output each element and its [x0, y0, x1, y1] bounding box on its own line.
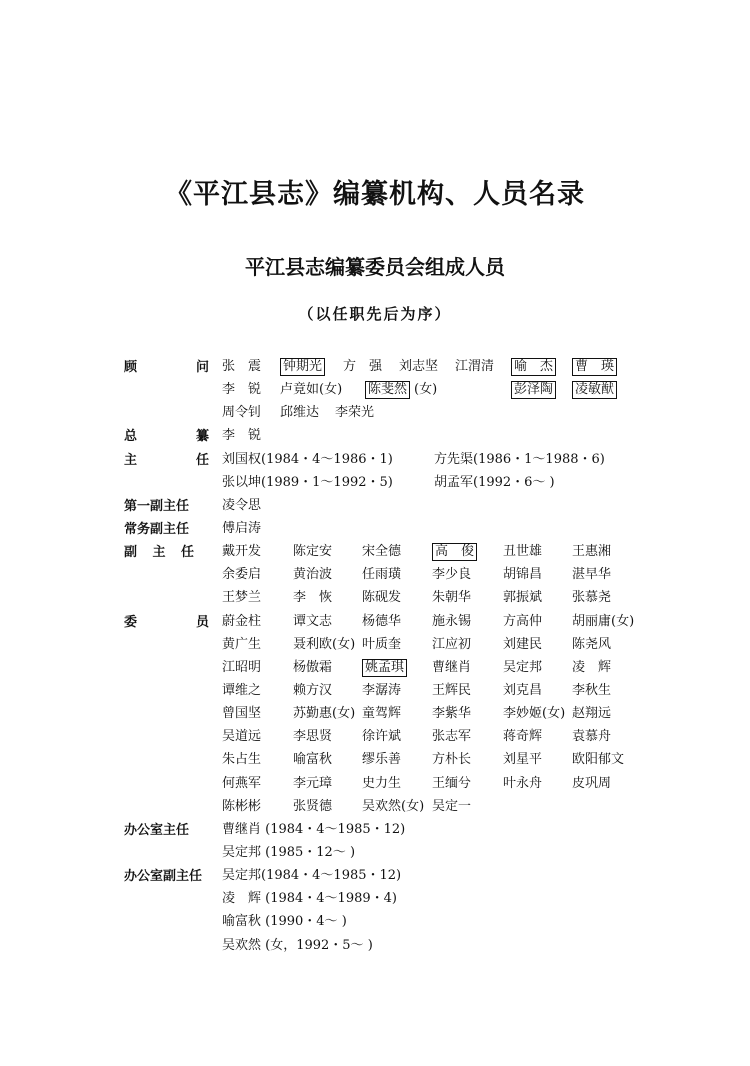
- role-label-part: 办公室副主任: [124, 869, 203, 885]
- roster-row: [0, 726, 750, 749]
- role-label-part: 纂: [195, 429, 209, 445]
- roster-row: [0, 819, 750, 842]
- roster-row: [0, 634, 750, 657]
- roster-row: [0, 472, 750, 495]
- roster-row: [0, 657, 750, 680]
- member-name: 曾国坚: [222, 706, 262, 722]
- role-label-part: 任: [195, 452, 209, 468]
- roster-row: [0, 356, 750, 379]
- member-name: 施永锡: [432, 613, 472, 629]
- member-name: 陈彬彬: [222, 798, 262, 814]
- member-name: 史力生: [362, 775, 402, 791]
- member-name: 王缅兮: [432, 775, 472, 791]
- member-name: 黄广生: [222, 636, 262, 652]
- member-name: 胡锦昌: [503, 567, 543, 583]
- page-title: 《平江县志》编纂机构、人员名录: [165, 179, 585, 210]
- member-name: 叶质奎: [362, 636, 402, 652]
- member-name: 胡丽庸(女): [572, 613, 635, 629]
- roster-row: [0, 518, 750, 541]
- role-label-part: 主: [152, 545, 166, 561]
- member-name: 湛早华: [572, 567, 612, 583]
- roster-row: [0, 703, 750, 726]
- member-name: 江昭明: [222, 659, 262, 675]
- role-label: [124, 495, 209, 518]
- role-label: [124, 356, 209, 379]
- member-name: 苏勤惠(女): [293, 706, 356, 722]
- member-name: 李荣光: [335, 405, 375, 421]
- member-name: 张慕尧: [572, 590, 612, 606]
- member-name: 曹继肖 (1984・4～1985・12): [222, 821, 406, 837]
- member-name-boxed: 曹 瑛: [572, 358, 617, 376]
- member-name: 李少良: [432, 567, 472, 583]
- member-name: 谭维之: [222, 682, 262, 698]
- member-name: 曹继肖: [432, 659, 472, 675]
- role-label-part: 任: [180, 545, 194, 561]
- member-name: 徐许斌: [362, 729, 402, 745]
- roster-row: [0, 865, 750, 888]
- role-label-part: 顾: [124, 360, 138, 375]
- role-label-part: 第一副主任: [124, 498, 190, 514]
- member-name: 皮巩周: [572, 775, 612, 791]
- member-name: 张贤德: [293, 798, 333, 814]
- role-label-part: 委: [124, 614, 138, 630]
- member-name: 朱朝华: [432, 590, 472, 606]
- member-name: 王惠湘: [572, 544, 612, 560]
- member-name-boxed: 凌敏猷: [572, 381, 617, 399]
- member-name: 傅启涛: [222, 520, 262, 536]
- role-label-part: 问: [195, 360, 209, 375]
- member-name: 叶永舟: [503, 775, 543, 791]
- member-name: 蔚金柱: [222, 613, 262, 629]
- member-name: 周令钊: [222, 405, 262, 421]
- member-name: 江应初: [432, 636, 472, 652]
- member-name: 陈定安: [293, 544, 333, 560]
- member-name: 戴开发: [222, 544, 262, 560]
- member-name: 陈尧风: [572, 636, 612, 652]
- role-label: [124, 541, 194, 564]
- member-name: 方 强: [343, 359, 383, 374]
- member-roster: [0, 356, 750, 958]
- member-name: 欧阳郁文: [572, 752, 625, 768]
- role-label-part: 副: [124, 545, 138, 561]
- member-name: 方朴长: [432, 752, 472, 768]
- member-name: 凌令思: [222, 497, 262, 513]
- member-name: 袁慕舟: [572, 729, 612, 745]
- member-name: 赵翔远: [572, 706, 612, 722]
- member-name: (女): [414, 382, 438, 398]
- role-label: [124, 518, 209, 541]
- member-name: 杨德华: [362, 613, 402, 629]
- member-name-boxed: 喻 杰: [511, 358, 556, 376]
- member-name: 凌 辉: [572, 659, 612, 675]
- member-name-boxed: 高 俊: [432, 543, 477, 561]
- ordering-note: （以任职先后为序）: [298, 305, 452, 323]
- roster-row: [0, 680, 750, 703]
- member-name: 张 震: [222, 359, 262, 374]
- member-name: 李 锐: [222, 428, 262, 444]
- member-name-boxed: 彭泽陶: [511, 381, 556, 399]
- member-name-boxed: 陈斐然: [365, 381, 410, 399]
- member-name: 李元璋: [293, 775, 333, 791]
- roster-row: [0, 587, 750, 610]
- member-name: 蒋奇辉: [503, 729, 543, 745]
- member-name: 卢竟如(女): [280, 382, 343, 398]
- roster-row: [0, 425, 750, 448]
- member-name: 凌 辉 (1984・4～1989・4): [222, 891, 397, 907]
- member-name: 吴道远: [222, 729, 262, 745]
- member-name: 李妙姬(女): [503, 706, 566, 722]
- roster-row: [0, 796, 750, 819]
- member-name: 朱占生: [222, 752, 262, 768]
- member-name: 何燕军: [222, 775, 262, 791]
- role-label: [124, 449, 209, 472]
- member-name: 聂利欧(女): [293, 636, 356, 652]
- role-label-part: 主: [124, 452, 138, 468]
- member-name: 方先渠(1986・1～1988・6): [434, 451, 605, 467]
- roster-row: [0, 379, 750, 402]
- member-name: 陈砚发: [362, 590, 402, 606]
- role-label: [124, 611, 209, 634]
- member-name: 李秋生: [572, 682, 612, 698]
- member-name: 刘建民: [503, 636, 543, 652]
- roster-row: [0, 935, 750, 958]
- member-name: 宋全德: [362, 544, 402, 560]
- roster-row: [0, 564, 750, 587]
- member-name: 刘国权(1984・4～1986・1): [222, 451, 393, 467]
- roster-row: [0, 611, 750, 634]
- roster-row: [0, 888, 750, 911]
- member-name: 缪乐善: [362, 752, 402, 768]
- member-name: 李紫华: [432, 706, 472, 722]
- roster-row: [0, 541, 750, 564]
- member-name: 杨傲霜: [293, 659, 333, 675]
- member-name: 张志军: [432, 729, 472, 745]
- roster-row: [0, 911, 750, 934]
- member-name: 丑世雄: [503, 544, 543, 560]
- member-name: 童驾辉: [362, 706, 402, 722]
- section-subtitle: 平江县志编纂委员会组成人员: [245, 255, 505, 279]
- member-name: 吴欢然(女): [362, 798, 425, 814]
- member-name: 余委启: [222, 567, 262, 583]
- member-name: 江渭清: [455, 359, 495, 374]
- member-name: 吴定邦(1984・4～1985・12): [222, 868, 402, 884]
- role-label: [124, 819, 209, 842]
- member-name: 任雨璜: [362, 567, 402, 583]
- role-label: [124, 865, 209, 888]
- member-name: 喻富秋: [293, 752, 333, 768]
- roster-row: [0, 773, 750, 796]
- member-name: 张以坤(1989・1～1992・5): [222, 474, 393, 490]
- role-label-part: 员: [195, 614, 209, 630]
- role-label-part: 总: [124, 429, 138, 445]
- role-label-part: 办公室主任: [124, 822, 190, 838]
- role-label: [124, 425, 209, 448]
- roster-row: [0, 842, 750, 865]
- member-name: 邱维达: [280, 405, 320, 421]
- member-name: 刘志坚: [399, 359, 439, 374]
- member-name: 郭振斌: [503, 590, 543, 606]
- roster-row: [0, 495, 750, 518]
- roster-row: [0, 449, 750, 472]
- member-name: 刘克昌: [503, 682, 543, 698]
- member-name: 王梦兰: [222, 590, 262, 606]
- member-name: 王辉民: [432, 682, 472, 698]
- member-name: 喻富秋 (1990・4～ ): [222, 914, 347, 930]
- member-name-boxed: 钟期光: [280, 358, 325, 376]
- member-name: 赖方汉: [293, 682, 333, 698]
- roster-row: [0, 402, 750, 425]
- member-name: 吴欢然 (女，1992・5～ ): [222, 937, 373, 953]
- member-name: 谭文志: [293, 613, 333, 629]
- member-name: 李潺涛: [362, 682, 402, 698]
- member-name: 李 恢: [293, 590, 333, 606]
- member-name-boxed: 姚孟琪: [362, 659, 407, 677]
- member-name: 方高仲: [503, 613, 543, 629]
- roster-row: [0, 749, 750, 772]
- member-name: 刘星平: [503, 752, 543, 768]
- role-label-part: 常务副主任: [124, 521, 190, 537]
- member-name: 吴定邦 (1985・12～ ): [222, 844, 356, 860]
- member-name: 吴定邦: [503, 659, 543, 675]
- member-name: 胡孟军(1992・6～ ): [434, 474, 555, 490]
- member-name: 黄治波: [293, 567, 333, 583]
- member-name: 李思贤: [293, 729, 333, 745]
- member-name: 吴定一: [432, 798, 472, 814]
- member-name: 李 锐: [222, 382, 262, 398]
